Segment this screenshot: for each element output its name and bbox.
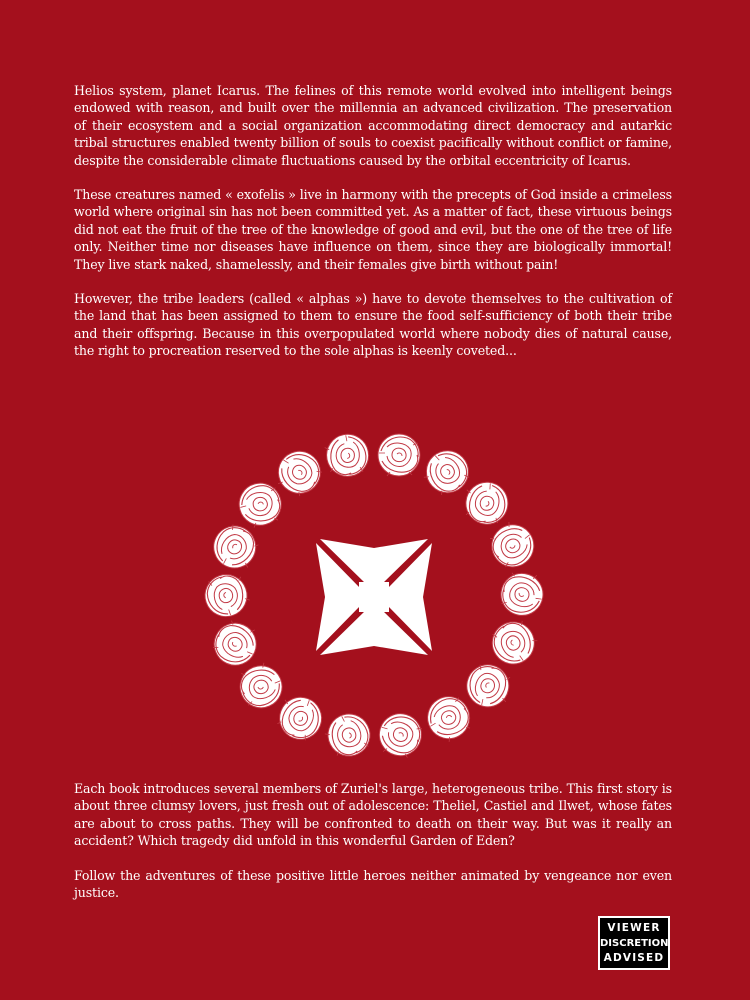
- rose-icon: [484, 614, 542, 672]
- outro-paragraph-2: Follow the adventures of these positive little heroes neither animated by vengeance nor even justice.: [74, 867, 672, 901]
- rose-icon: [323, 431, 372, 480]
- rose-icon: [234, 478, 285, 529]
- rose-icon: [483, 516, 542, 575]
- outro-text: [74, 780, 672, 901]
- rose-icon: [378, 434, 420, 476]
- rose-icon: [274, 691, 328, 745]
- rose-icon: [464, 481, 509, 526]
- rose-icon: [207, 616, 262, 671]
- rose-icon: [374, 709, 426, 761]
- cross-pattee-icon: [316, 539, 432, 655]
- rose-icon: [321, 707, 377, 763]
- badge-line-1: VIEWER: [607, 921, 661, 934]
- viewer-discretion-badge: [598, 916, 670, 970]
- rose-icon: [234, 659, 289, 714]
- badge-line-2: DISCRETION: [600, 937, 669, 949]
- badge-line-3: ADVISED: [603, 951, 665, 964]
- rose-wreath-cross-emblem: [194, 425, 554, 765]
- intro-paragraph-3: However, the tribe leaders (called « alphas ») have to devote themselves to the cultivation of the land that has been assigned to them to ensure the food self-sufficiency of both their tribe and their offspring. Because in this overpopulated world where nobody dies of natural cause, the right to procreation reserved to the sole alphas is keenly coveted...: [74, 291, 672, 359]
- intro-paragraph-2: These creatures named « exofelis » live in harmony with the precepts of God inside a crimeless world where original sin has not been committed yet. As a matter of fact, these virtuous beings did not eat the fruit of the tree of the knowledge of good and evil, but the one of the tree of life only. Neither time nor diseases have influence on them, since they are biologically immortal! They live stark naked, shamelessly, and their females give birth without pain!: [74, 187, 672, 272]
- outro-paragraph-1: Each book introduces several members of Zuriel's large, heterogeneous tribe. This first story is about three clumsy lovers, just fresh out of adolescence: Theliel, Castiel and Ilwet, whose fates are about to cross paths. They will be confronted to death on their way. But was it really an accident? Which tragedy did unfold in this wonderful Garden of Eden?: [74, 781, 672, 849]
- rose-icon: [420, 689, 478, 747]
- intro-text: [74, 82, 672, 360]
- rose-icon: [199, 569, 252, 622]
- intro-paragraph-1: Helios system, planet Icarus. The felines of this remote world evolved into intelligent beings endowed with reason, and built over the millennia an advanced civilization. The preservation of their ecosystem and a social organization accommodating direct democracy and autarkic tribal structures enabled twenty billion of souls to coexist pacifically without conflict or famine, despite the considerable climate fluctuations caused by the orbital eccentricity of Icarus.: [74, 83, 672, 168]
- rose-icon: [463, 661, 513, 711]
- rose-icon: [498, 571, 545, 618]
- rose-icon: [418, 442, 477, 501]
- rose-icon: [270, 443, 328, 501]
